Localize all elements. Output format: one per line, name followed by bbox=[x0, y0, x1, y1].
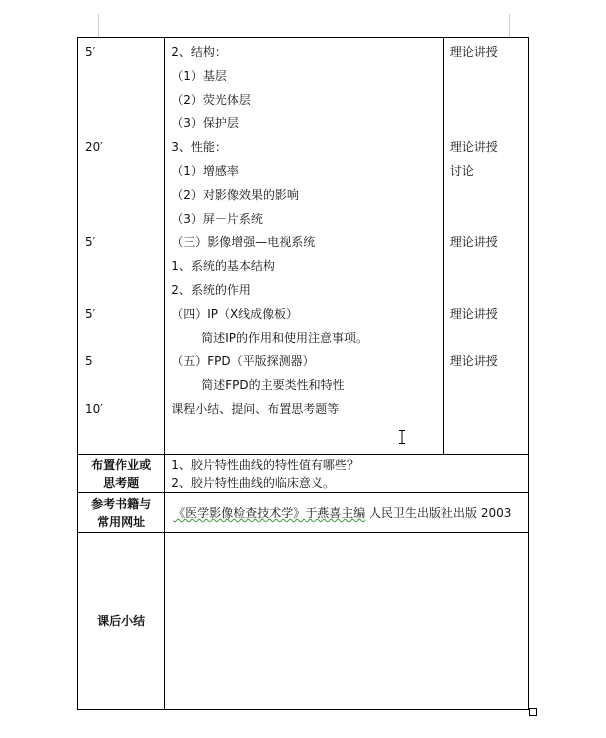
time-entry bbox=[78, 208, 164, 232]
book-title: 《医学影像检查技术学》 bbox=[173, 506, 306, 520]
content-entry: （3）保护层 bbox=[171, 116, 239, 131]
method-entry bbox=[444, 112, 528, 136]
content-entry: （1）增感率 bbox=[171, 163, 239, 178]
references-label bbox=[78, 493, 165, 533]
homework-row bbox=[78, 455, 529, 493]
content-column[interactable] bbox=[165, 38, 444, 455]
references-content[interactable] bbox=[165, 493, 529, 533]
content-entry: 课程小结、提问、布置思考题等 bbox=[171, 401, 340, 416]
content-entry: （1）基层 bbox=[171, 68, 227, 83]
method-entry: 理论讲授 bbox=[449, 45, 498, 59]
method-entry bbox=[444, 398, 528, 422]
method-entry: 理论讲授 bbox=[449, 354, 498, 369]
references-row bbox=[78, 493, 529, 533]
time-entry bbox=[78, 89, 164, 113]
method-entry: 理论讲授 bbox=[449, 306, 498, 321]
homework-content[interactable] bbox=[165, 455, 529, 493]
homework-label-line1: 布置作业或 bbox=[91, 457, 152, 472]
time-column[interactable] bbox=[78, 38, 165, 455]
time-list bbox=[78, 41, 164, 422]
method-column[interactable] bbox=[443, 38, 528, 455]
content-entry: （五）FPD（平版探测器） bbox=[171, 354, 315, 369]
time-entry bbox=[78, 327, 164, 351]
time-entry: 10′ bbox=[85, 401, 103, 416]
time-entry bbox=[78, 112, 164, 136]
content-entry: （3）屏－片系统 bbox=[171, 211, 263, 226]
content-entry: 简述FPD的主要类性和特性 bbox=[201, 378, 345, 393]
method-entry bbox=[444, 255, 528, 279]
summary-label bbox=[78, 533, 165, 710]
content-entry: 3、性能： bbox=[171, 140, 227, 155]
time-entry: 5′ bbox=[85, 306, 96, 321]
method-entry bbox=[444, 208, 528, 232]
content-entry: （三）影像增强—电视系统 bbox=[171, 235, 316, 250]
content-entry: （四）IP（X线成像板） bbox=[171, 306, 299, 321]
method-entry bbox=[444, 327, 528, 351]
method-entry bbox=[444, 184, 528, 208]
margin-guide-left bbox=[98, 14, 99, 37]
summary-row bbox=[78, 533, 529, 710]
method-entry: 理论讲授 bbox=[449, 140, 498, 155]
time-entry: 5 bbox=[85, 354, 93, 369]
homework-item: 1、胶片特性曲线的特性值有哪些？ bbox=[171, 458, 359, 472]
book-publisher: 人民卫生出版社出版 2003 bbox=[365, 506, 512, 520]
homework-label-line2: 思考题 bbox=[103, 475, 140, 490]
time-entry bbox=[78, 160, 164, 184]
content-list bbox=[165, 41, 443, 422]
margin-guide-right bbox=[509, 14, 510, 37]
time-entry: 20′ bbox=[85, 140, 103, 155]
content-entry: （2）荧光体层 bbox=[171, 92, 251, 107]
text-cursor-icon bbox=[398, 430, 406, 444]
lesson-plan-table bbox=[77, 37, 529, 710]
references-label-line2: 常用网址 bbox=[97, 514, 146, 529]
method-entry bbox=[444, 89, 528, 113]
schedule-row bbox=[78, 38, 529, 455]
content-entry: （2）对影像效果的影响 bbox=[171, 187, 299, 202]
content-entry: 2、结构： bbox=[171, 45, 227, 59]
references-label-line1: 参考书籍与 bbox=[91, 496, 152, 511]
method-list bbox=[444, 41, 528, 422]
homework-item: 2、胶片特性曲线的临床意义。 bbox=[171, 476, 335, 490]
table-resize-handle[interactable] bbox=[529, 708, 537, 716]
method-entry: 讨论 bbox=[449, 163, 474, 178]
time-entry bbox=[78, 255, 164, 279]
content-entry: 1、系统的基本结构 bbox=[171, 259, 275, 274]
method-entry bbox=[444, 279, 528, 303]
time-entry bbox=[78, 184, 164, 208]
time-entry bbox=[78, 374, 164, 398]
method-entry: 理论讲授 bbox=[449, 235, 498, 250]
content-entry: 简述IP的作用和使用注意事项。 bbox=[201, 330, 368, 345]
homework-label bbox=[78, 455, 165, 493]
method-entry bbox=[444, 65, 528, 89]
book-editor: 于燕喜主编 bbox=[305, 506, 366, 520]
time-entry: 5′ bbox=[85, 45, 96, 59]
method-entry bbox=[444, 374, 528, 398]
time-entry bbox=[78, 279, 164, 303]
time-entry: 5′ bbox=[85, 235, 96, 250]
summary-content[interactable] bbox=[165, 533, 529, 710]
summary-label-text: 课后小结 bbox=[97, 614, 146, 628]
time-entry bbox=[78, 65, 164, 89]
content-entry: 2、系统的作用 bbox=[171, 282, 251, 297]
